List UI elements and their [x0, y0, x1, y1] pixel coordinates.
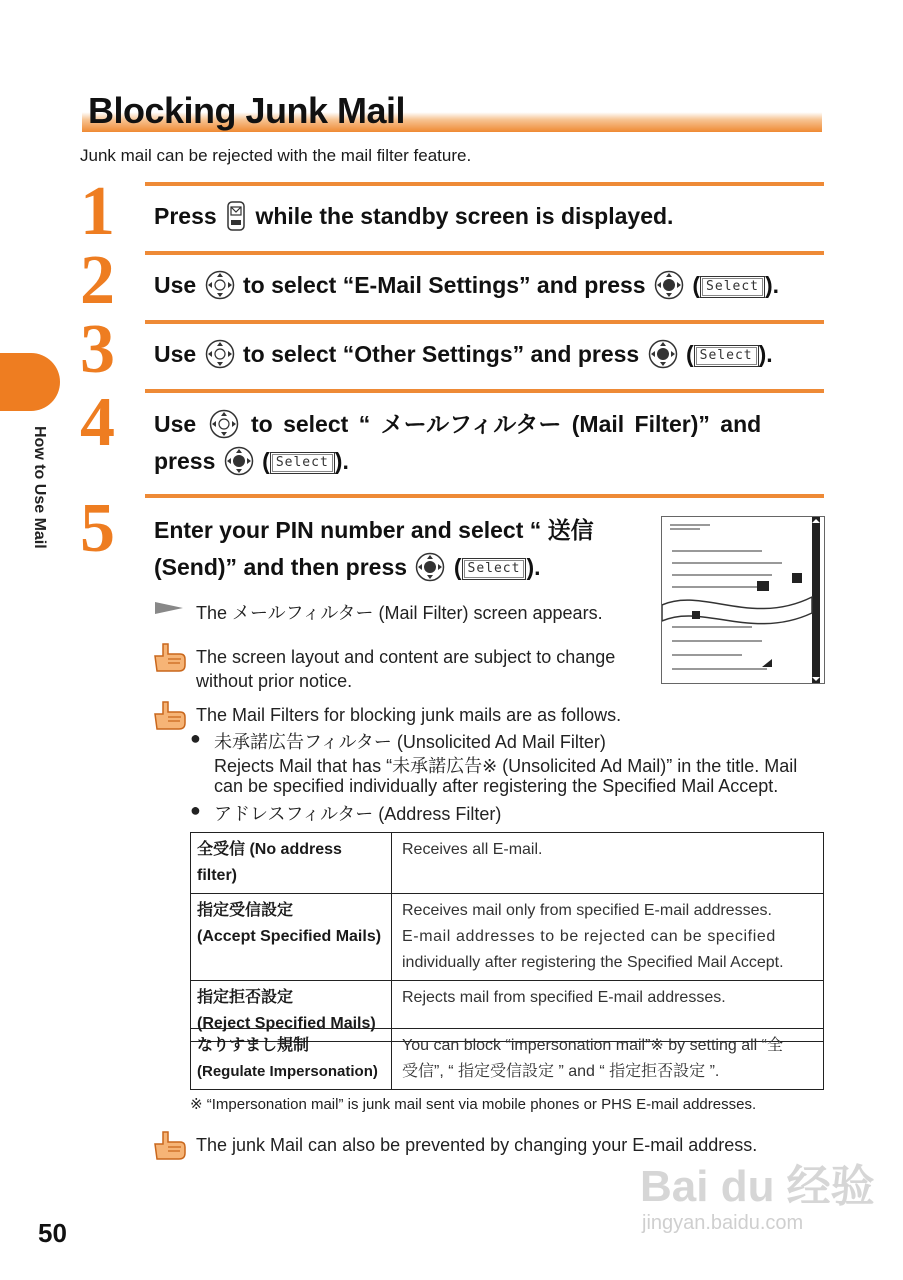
- step-divider: [145, 251, 824, 255]
- table-value: Rejects mail from specified E-mail addresses.: [392, 981, 824, 1042]
- footnote: ※ “Impersonation mail” is junk mail sent via mobile phones or PHS E-mail addresses.: [190, 1096, 757, 1113]
- result-arrow-icon: [155, 600, 183, 616]
- step-3-text: Use to select “Other Settings” and press ( Select ).: [154, 336, 773, 373]
- navigation-key-icon: [205, 270, 235, 300]
- table-label: 指定拒否設定 (Reject Specified Mails): [191, 981, 392, 1042]
- impersonation-table: [190, 1028, 824, 1090]
- select-key-icon: [415, 552, 445, 582]
- table-label: 指定受信設定 (Accept Specified Mails): [191, 894, 392, 981]
- page-title: Blocking Junk Mail: [88, 90, 406, 131]
- step-number: 2: [80, 242, 115, 319]
- baidu-watermark-url: jingyan.baidu.com: [642, 1212, 804, 1234]
- step-number: 4: [80, 384, 115, 461]
- step-divider: [145, 320, 824, 324]
- select-softkey: Select: [694, 345, 759, 367]
- step-4-text: Use to select “ メールフィルター (Mail Filter)” and: [154, 406, 824, 443]
- intro-text: Junk mail can be rejected with the mail filter feature.: [80, 146, 472, 165]
- note-hand-icon: [153, 1130, 187, 1160]
- page-number: 50: [38, 1218, 67, 1248]
- step-5-text-line2: (Send)” and then press ( Select ).: [154, 549, 541, 586]
- select-key-icon: [224, 446, 254, 476]
- mail-filter-screen-icon: [662, 517, 824, 683]
- address-filter-table: [190, 832, 824, 1042]
- select-softkey: Select: [462, 558, 527, 580]
- table-row: [191, 1029, 824, 1090]
- result-note: The メールフィルター (Mail Filter) screen appears.: [196, 603, 603, 623]
- table-value: You can block “impersonation mail”※ by setting all “全 受信”, “ 指定受信設定 ” and “ 指定拒否設定 ”.: [392, 1029, 824, 1090]
- select-softkey: Select: [700, 276, 765, 298]
- chapter-tab: [0, 353, 60, 411]
- navigation-key-icon: [209, 409, 239, 439]
- step-divider: [145, 494, 824, 498]
- step-4-text-line2: press ( Select ).: [154, 443, 349, 480]
- table-value: Receives mail only from specified E-mail addresses. E-mail addresses to be rejected can be specified individually after registering the Specified Mail Accept.: [392, 894, 824, 981]
- bullet1-title: 未承諾広告フィルター (Unsolicited Ad Mail Filter): [214, 732, 606, 752]
- table-row: [191, 894, 824, 981]
- step-number: 3: [80, 311, 115, 388]
- select-softkey: Select: [270, 452, 335, 474]
- navigation-key-icon: [205, 339, 235, 369]
- step-divider: [145, 389, 824, 393]
- table-label: 全受信 (No address filter): [191, 833, 392, 894]
- step-number: 5: [80, 490, 115, 567]
- note-filters: The Mail Filters for blocking junk mails are as follows.: [196, 705, 622, 725]
- table-label: なりすまし規制 (Regulate Impersonation): [191, 1029, 392, 1090]
- note-hand-icon: [153, 642, 187, 672]
- bullet2-title: アドレスフィルター (Address Filter): [214, 804, 502, 824]
- table-row: [191, 833, 824, 894]
- note-layout-line1: The screen layout and content are subject to change: [196, 647, 616, 667]
- select-key-icon: [648, 339, 678, 369]
- bullet-dot: ●: [190, 728, 201, 748]
- step-1-text: Press while the standby screen is displayed.: [154, 198, 673, 235]
- bullet1-desc-line2: can be specified individually after registering the Specified Mail Accept.: [214, 776, 779, 796]
- step-number: 1: [80, 173, 115, 250]
- select-key-icon: [654, 270, 684, 300]
- bullet1-desc-line1: Rejects Mail that has “未承諾広告※ (Unsolicited Ad Mail)” in the title. Mail: [214, 756, 798, 776]
- mail-key-icon: [227, 201, 245, 231]
- table-value: Receives all E-mail.: [392, 833, 824, 894]
- step-5-text: Enter your PIN number and select “ 送信: [154, 517, 594, 543]
- chapter-label: How to Use Mail: [31, 426, 48, 549]
- step-2-text: Use to select “E-Mail Settings” and press ( Select ).: [154, 267, 779, 304]
- bullet-dot: ●: [190, 800, 201, 820]
- page-title-bar: [82, 88, 822, 132]
- phone-screen-image: [661, 516, 825, 684]
- note-hand-icon: [153, 700, 187, 730]
- step-divider: [145, 182, 824, 186]
- note-change-address: The junk Mail can also be prevented by changing your E-mail address.: [196, 1135, 758, 1155]
- baidu-watermark: Bai du 经验: [640, 1162, 875, 1211]
- note-layout-line2: without prior notice.: [196, 671, 353, 691]
